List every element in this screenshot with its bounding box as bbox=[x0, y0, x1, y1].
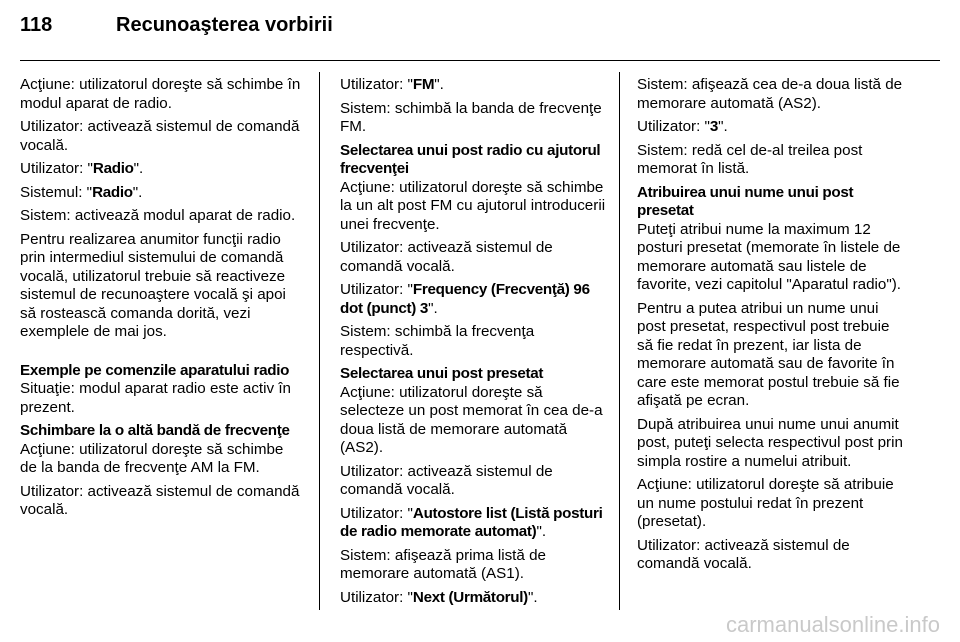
paragraph: Utilizator: activează sistemul de comandă vocală. bbox=[20, 482, 300, 518]
paragraph: Sistem: afişează prima listă de memorare automată (AS1). bbox=[340, 546, 546, 582]
paragraph: Utilizator: activează sistemul de comandă vocală. bbox=[340, 239, 553, 275]
column-divider-1 bbox=[319, 72, 320, 610]
paragraph: Acţiune: utilizatorul doreşte să schimbe în modul aparat de radio. bbox=[20, 76, 301, 112]
paragraph: Utilizator: "Frequency (Frecvenţă) 96 dot (punct) 3". bbox=[340, 281, 590, 317]
column-1 bbox=[20, 76, 304, 525]
section-heading: Atribuirea unui nume unui post presetat bbox=[637, 183, 854, 219]
voice-command: Radio bbox=[92, 183, 133, 201]
voice-command: Autostore list (Listă posturi de radio memorate automat) bbox=[340, 504, 603, 540]
paragraph: Utilizator: "FM". bbox=[340, 76, 444, 93]
paragraph: Acţiune: utilizatorul doreşte să schimbe de la banda de frecvenţe AM la FM. bbox=[20, 440, 284, 476]
paragraph: Utilizator: activează sistemul de comandă vocală. bbox=[637, 536, 850, 572]
voice-command: Next (Următorul) bbox=[412, 588, 528, 606]
voice-command: Radio bbox=[92, 160, 134, 177]
paragraph: Sistem: schimbă la frecvenţa respectivă. bbox=[340, 323, 535, 359]
section-heading: Exemple pe comenzile aparatului radio bbox=[20, 361, 290, 379]
paragraph: Sistemul: "Radio". bbox=[20, 183, 143, 201]
paragraph: Utilizator: "3". bbox=[637, 118, 728, 135]
paragraph: Utilizator: activează sistemul de comandă vocală. bbox=[20, 118, 300, 154]
paragraph: Utilizator: "Next (Următorul)". bbox=[340, 588, 538, 606]
section-heading: Schimbare la o altă bandă de frecvenţe bbox=[20, 422, 290, 439]
paragraph: Sistem: schimbă la banda de frecvenţe FM. bbox=[340, 99, 602, 135]
page-header bbox=[20, 14, 333, 50]
paragraph: Sistem: activează modul aparat de radio. bbox=[20, 207, 296, 224]
paragraph: Pentru realizarea anumitor funcţii radio prin intermediul sistemului de comandă vocală, utilizatorul trebuie să reactiveze sistemul de recunoaştere vocală şi apoi să rostească comanda dorită, vezi exemplele de mai jos. bbox=[20, 230, 286, 340]
paragraph: Acţiune: utilizatorul doreşte să schimbe la un alt post FM cu ajutorul introducerii unei frecvenţe. bbox=[340, 178, 606, 233]
column-3 bbox=[637, 76, 905, 579]
paragraph: Puteţi atribui nume la maximum 12 posturi presetat (memorate în listele de memorare automată sau listele de favorite, vezi capitolul "Aparatul radio"). bbox=[637, 220, 902, 293]
paragraph: Utilizator: "Radio". bbox=[20, 160, 144, 177]
paragraph: Acţiune: utilizatorul doreşte să selecteze un post memorat în cea de-a doua listă de memorare automată (AS2). bbox=[340, 383, 603, 456]
header-divider bbox=[20, 60, 940, 61]
section-heading: Selectarea unui post radio cu ajutorul frecvenţei bbox=[340, 141, 601, 177]
watermark: carmanualsonline.info bbox=[725, 612, 940, 637]
paragraph: Utilizator: activează sistemul de comandă vocală. bbox=[340, 462, 553, 498]
column-divider-2 bbox=[619, 72, 620, 610]
voice-command: FM bbox=[412, 76, 435, 93]
paragraph: Situaţie: modul aparat radio este activ în prezent. bbox=[20, 380, 291, 416]
voice-command: 3 bbox=[709, 118, 719, 135]
paragraph: Acţiune: utilizatorul doreşte să atribuie un nume postului redat în prezent (presetat). bbox=[637, 476, 894, 530]
page-number: 118 bbox=[20, 14, 53, 36]
section-heading: Selectarea unui post presetat bbox=[340, 365, 544, 382]
page-title: Recunoaşterea vorbirii bbox=[116, 14, 333, 36]
paragraph: Sistem: afişează cea de-a doua listă de memorare automată (AS2). bbox=[637, 76, 903, 112]
paragraph: Sistem: redă cel de-al treilea post memorat în listă. bbox=[637, 141, 863, 177]
paragraph: Pentru a putea atribui un nume unui post presetat, respectivul post trebuie să fie redat în prezent, iar lista de memorare automată sau de favorite în care este memorat postul trebuie să fie afişată pe ecran. bbox=[637, 299, 900, 409]
paragraph: Utilizator: "Autostore list (Listă posturi de radio memorate automat)". bbox=[340, 504, 603, 540]
paragraph: După atribuirea unui nume unui anumit post, puteţi selecta respectivul post prin simpla rostire a numelui atribuit. bbox=[637, 415, 903, 470]
column-2 bbox=[340, 76, 606, 612]
voice-command: Frequency (Frecvenţă) 96 dot (punct) 3 bbox=[340, 281, 590, 317]
